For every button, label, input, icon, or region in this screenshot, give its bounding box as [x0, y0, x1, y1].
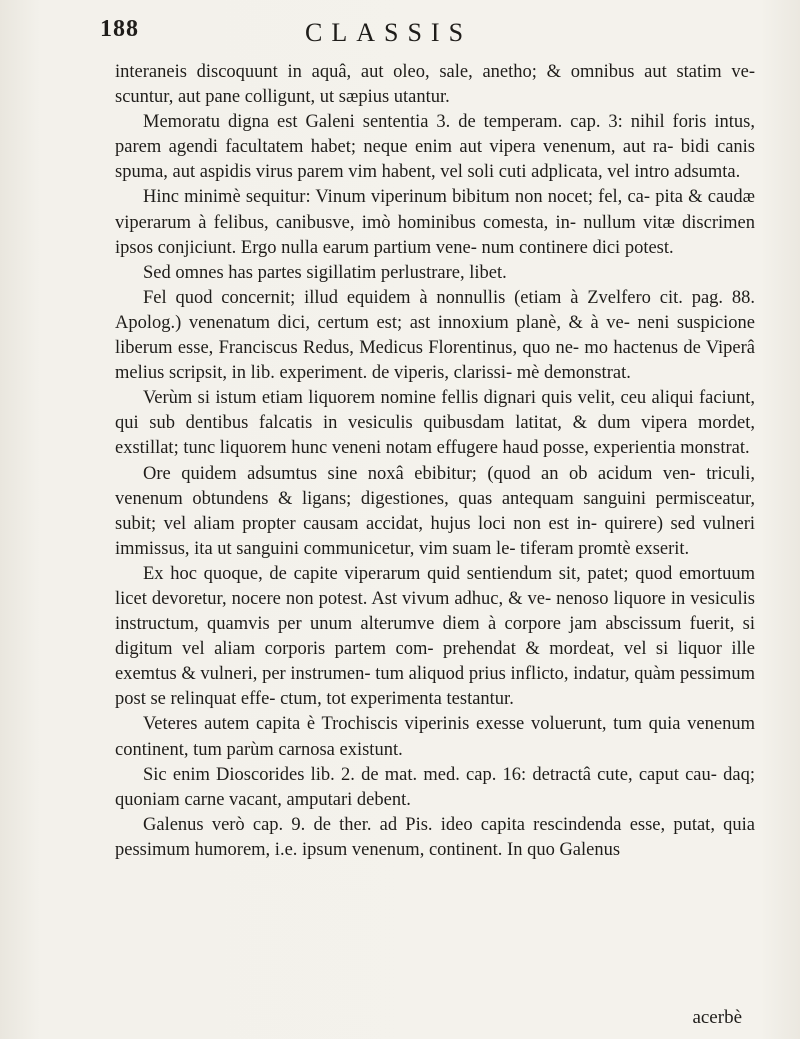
running-head: CLASSIS	[305, 18, 473, 47]
paragraph: Ore quidem adsumtus sine noxâ ebibitur; (quod an ob acidum ven- triculi, venenum obtundens & ligans; digestiones, quas antequam sanguini permisceatur, subit; vel aliam propter causam accidat, hujus loci non est in- quirere) sed vulneri immissus, ita ut sanguini communicetur, vim suam le- tiferam promtè exserit.	[115, 463, 755, 559]
page-header	[100, 10, 740, 50]
body-text	[115, 60, 755, 863]
paragraph: Veteres autem capita è Trochiscis viperinis exesse voluerunt, tum quia venenum continent, tum parùm carnosa existunt.	[115, 714, 755, 760]
paragraph: Memoratu digna est Galeni sententia 3. de temperam. cap. 3: nihil foris intus, parem agendi facultatem habet; neque enim aut vipera venenum, aut ra- bidi canis spuma, aut aspidis virus parem vim habent, vel soli cuti adplicata, vel intro adsumta.	[115, 112, 755, 183]
paragraph: Sic enim Dioscorides lib. 2. de mat. med. cap. 16: detractâ cute, caput cau- daq; quoniam carne vacant, amputari debent.	[115, 764, 755, 810]
paragraph: Fel quod concernit; illud equidem à nonnullis (etiam à Zvelfero cit. pag. 88. Apolog.) venenatum dici, certum est; ast innoxium planè, & à ve- neni suspicione liberum esse, Franciscus Redus, Medicus Florentinus, quo ne- mo hactenus de Viperâ melius scripsit, in lib. experiment. de viperis, clarissi- mè demonstrat.	[115, 287, 755, 384]
paragraph: Galenus verò cap. 9. de ther. ad Pis. ideo capita rescindenda esse, putat, quia pessimum humorem, i.e. ipsum venenum, continent. In quo Galenus	[115, 814, 755, 860]
paragraph: Verùm si istum etiam liquorem nomine fellis dignari quis velit, ceu aliqui faciunt, qui sub dentibus falcatis in vesiculis quibusdam latitat, & dum vipera mordet, exstillat; tunc liquorem hunc veneni notam effugere haud posse, experientia monstrat.	[115, 388, 755, 459]
page-number: 188	[100, 16, 139, 42]
paragraph: Ex hoc quoque, de capite viperarum quid sentiendum sit, patet; quod emortuum licet devoretur, nocere non potest. Ast vivum adhuc, & ve- nenoso liquore in vesiculis instructum, quamvis per unum alterumve diem à corpore jam abscissum fuerit, si digitum vel aliam corporis partem com- prehendat & mordeat, vel si liquor ille exemtus & vulneri, per instrumen- tum aliquod prius inflicto, indatur, quàm pessimum post se relinquat effe- ctum, tot experimenta testantur.	[115, 563, 755, 710]
paragraph: interaneis discoquunt in aquâ, aut oleo, sale, anetho; & omnibus aut statim ve- scuntur, aut pane colligunt, ut sæpius utantur.	[115, 62, 755, 108]
catchword: acerbè	[692, 1007, 742, 1028]
paragraph: Sed omnes has partes sigillatim perlustrare, libet.	[143, 262, 507, 283]
paragraph: Hinc minimè sequitur: Vinum viperinum bibitum non nocet; fel, ca- pita & caudæ viperarum à felibus, canibusve, imò hominibus comesta, in- nullum vitæ discrimen ipsos conjiciunt. Ergo nulla earum partium vene- num continere dici potest.	[115, 187, 755, 258]
